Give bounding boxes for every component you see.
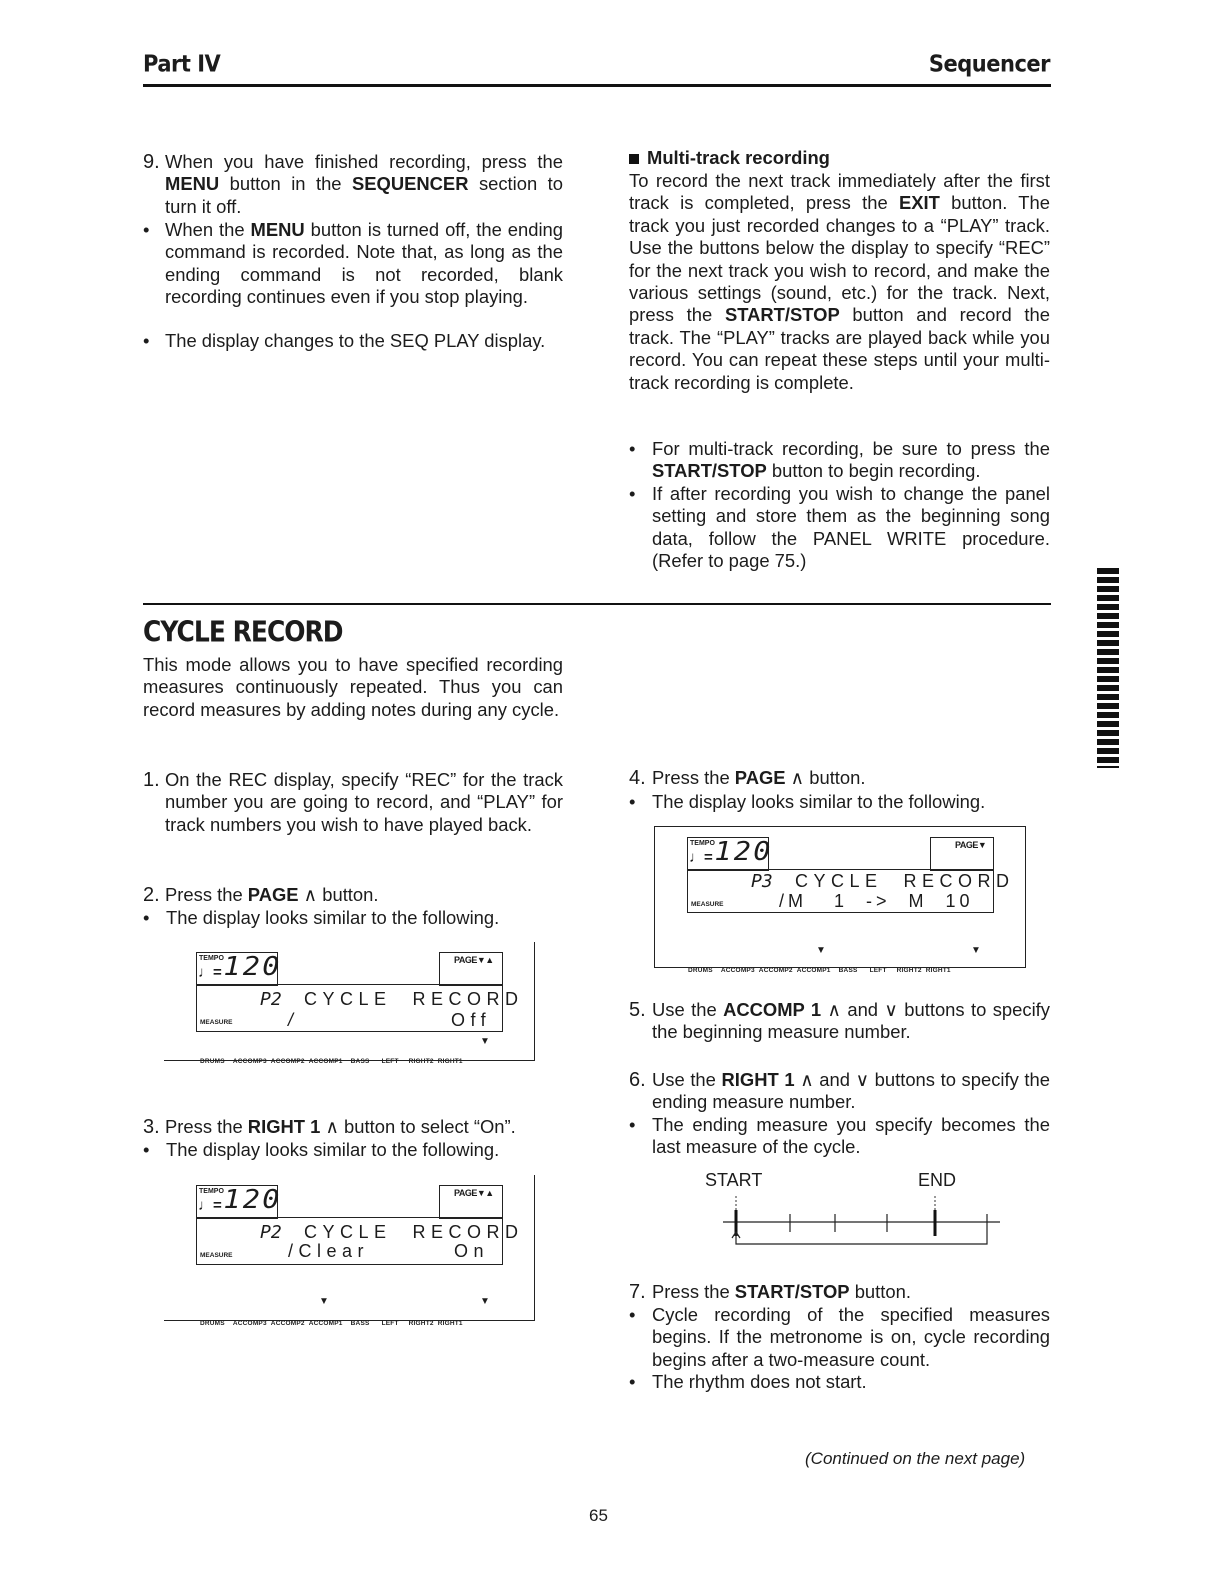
lcd-row-2-right: Off: [451, 1010, 492, 1030]
step-4: 4. Press the PAGE ∧ button.: [629, 767, 866, 789]
diagram-start-label: START: [705, 1170, 763, 1190]
header-rule: [143, 84, 1051, 87]
page-indicator: PAGE▼▲: [454, 1188, 494, 1198]
measure-label: MEASURE: [200, 1252, 233, 1259]
tempo-label: TEMPO: [199, 1188, 224, 1195]
note-symbol: ♩=: [198, 1197, 222, 1214]
step-3: 3. Press the RIGHT 1 ∧ button to select “On”.: [143, 1116, 516, 1138]
measure-label: MEASURE: [691, 901, 724, 908]
multitrack-heading: Multi-track recording: [629, 147, 830, 169]
lcd-row-2-left: /: [288, 1010, 299, 1030]
multitrack-paragraph: To record the next track immediately after the first track is completed, press the EXIT button. The track you just recorded changes to a “PLAY” track. Use the buttons below the display to specify “REC” for the next track you wish to record, and make the various settings (sound, etc.) for the track. Next, press the START/STOP button and record the track. The “PLAY” tracks are played back while you record. You can repeat these steps until your multi-track recording is complete.: [629, 170, 1050, 393]
tempo-value: 120: [223, 952, 282, 982]
lcd-footer-2: DRUMS ACCOMP3 ACCOMP2 ACCOMP1 BASS LEFT RIGHT2 RIGHT1: [200, 1320, 463, 1327]
lcd-footer-3: DRUMS ACCOMP3 ACCOMP2 ACCOMP1 BASS LEFT RIGHT2 RIGHT1: [688, 967, 951, 974]
step-2: 2. Press the PAGE ∧ button.: [143, 884, 379, 906]
note-symbol: ♩=: [198, 964, 222, 981]
step-6: 6. Use the RIGHT 1 ∧ and ∨ buttons to specify the ending measure number.: [629, 1069, 1050, 1113]
down-arrow-icon: ▼: [816, 945, 826, 956]
multitrack-bullet-2: • If after recording you wish to change the panel setting and store them as the beginning song data, follow the PANEL WRITE procedure. (Refer to page 75.): [629, 483, 1050, 572]
page-number-indicator: P3: [751, 871, 773, 892]
multitrack-bullet-1: • For multi-track recording, be sure to press the START/STOP button to begin recording.: [629, 438, 1050, 482]
lcd-row-1: CYCLE RECORD: [304, 989, 524, 1009]
tempo-label: TEMPO: [690, 840, 715, 847]
tempo-value: 120: [714, 837, 773, 867]
step-6-bullet: • The ending measure you specify becomes the last measure of the cycle.: [629, 1114, 1050, 1158]
lcd-footer-1: DRUMS ACCOMP3 ACCOMP2 ACCOMP1 BASS LEFT RIGHT2 RIGHT1: [200, 1058, 463, 1065]
step-9-bullet-1: • When the MENU button is turned off, the ending command is recorded. Note that, as long as the ending command is not recorded, blank recording continues even if you stop playing.: [143, 219, 564, 308]
step-2-bullet: • The display looks similar to the following.: [143, 907, 500, 928]
header-part: Part IV: [143, 51, 221, 77]
down-arrow-icon: ▼: [480, 1296, 490, 1307]
lcd-row-2-left: /Clear: [288, 1241, 370, 1261]
thumb-index-mark: [1097, 568, 1119, 768]
section-title: CYCLE RECORD: [143, 615, 343, 649]
page-indicator: PAGE▼: [955, 840, 987, 850]
tempo-value: 120: [223, 1185, 282, 1215]
step-9: 9. When you have finished recording, press the MENU button in the SEQUENCER section to turn it off.: [143, 151, 563, 217]
lcd-row-1: CYCLE RECORD: [795, 871, 1015, 891]
lcd-display-1: [164, 942, 535, 1061]
step-7-bullet-1: • Cycle recording of the specified measures begins. If the metronome is on, cycle recording begins after a two-measure count.: [629, 1304, 1050, 1370]
step-9-bullet-2: • The display changes to the SEQ PLAY display.: [143, 330, 546, 351]
tempo-label: TEMPO: [199, 955, 224, 962]
cycle-diagram: [715, 1192, 1005, 1252]
page-number-indicator: P2: [260, 1222, 282, 1243]
lcd-row-2-right: On: [454, 1241, 490, 1261]
step-3-bullet: • The display looks similar to the following.: [143, 1139, 500, 1160]
down-arrow-icon: ▼: [971, 945, 981, 956]
down-arrow-icon: ▼: [480, 1036, 490, 1047]
step-5: 5. Use the ACCOMP 1 ∧ and ∨ buttons to specify the beginning measure number.: [629, 999, 1050, 1043]
continued-note: (Continued on the next page): [805, 1449, 1026, 1468]
cycle-intro: This mode allows you to have specified recording measures continuously repeated. Thus you can record measures by adding notes during any cycle.: [143, 654, 563, 720]
lcd-display-3: [654, 826, 1026, 968]
step-7: 7. Press the START/STOP button.: [629, 1281, 911, 1303]
step-1: 1. On the REC display, specify “REC” for the track number you are going to record, and “PLAY” for track numbers you wish to have played back.: [143, 769, 563, 835]
lcd-row-1: CYCLE RECORD: [304, 1222, 524, 1242]
measure-label: MEASURE: [200, 1019, 233, 1026]
page-number-indicator: P2: [260, 989, 282, 1010]
header-section: Sequencer: [928, 51, 1050, 77]
page-number: 65: [589, 1506, 608, 1525]
lcd-display-2: [164, 1175, 535, 1321]
down-arrow-icon: ▼: [319, 1296, 329, 1307]
diagram-end-label: END: [918, 1170, 957, 1190]
lcd-row-2: /M 1 -> M 10: [779, 891, 974, 911]
step-7-bullet-2: • The rhythm does not start.: [629, 1371, 867, 1392]
page-indicator: PAGE▼▲: [454, 955, 494, 965]
note-symbol: ♩=: [689, 849, 713, 866]
section-rule: [143, 603, 1051, 605]
square-bullet-icon: [629, 154, 639, 164]
step-4-bullet: • The display looks similar to the following.: [629, 791, 986, 812]
